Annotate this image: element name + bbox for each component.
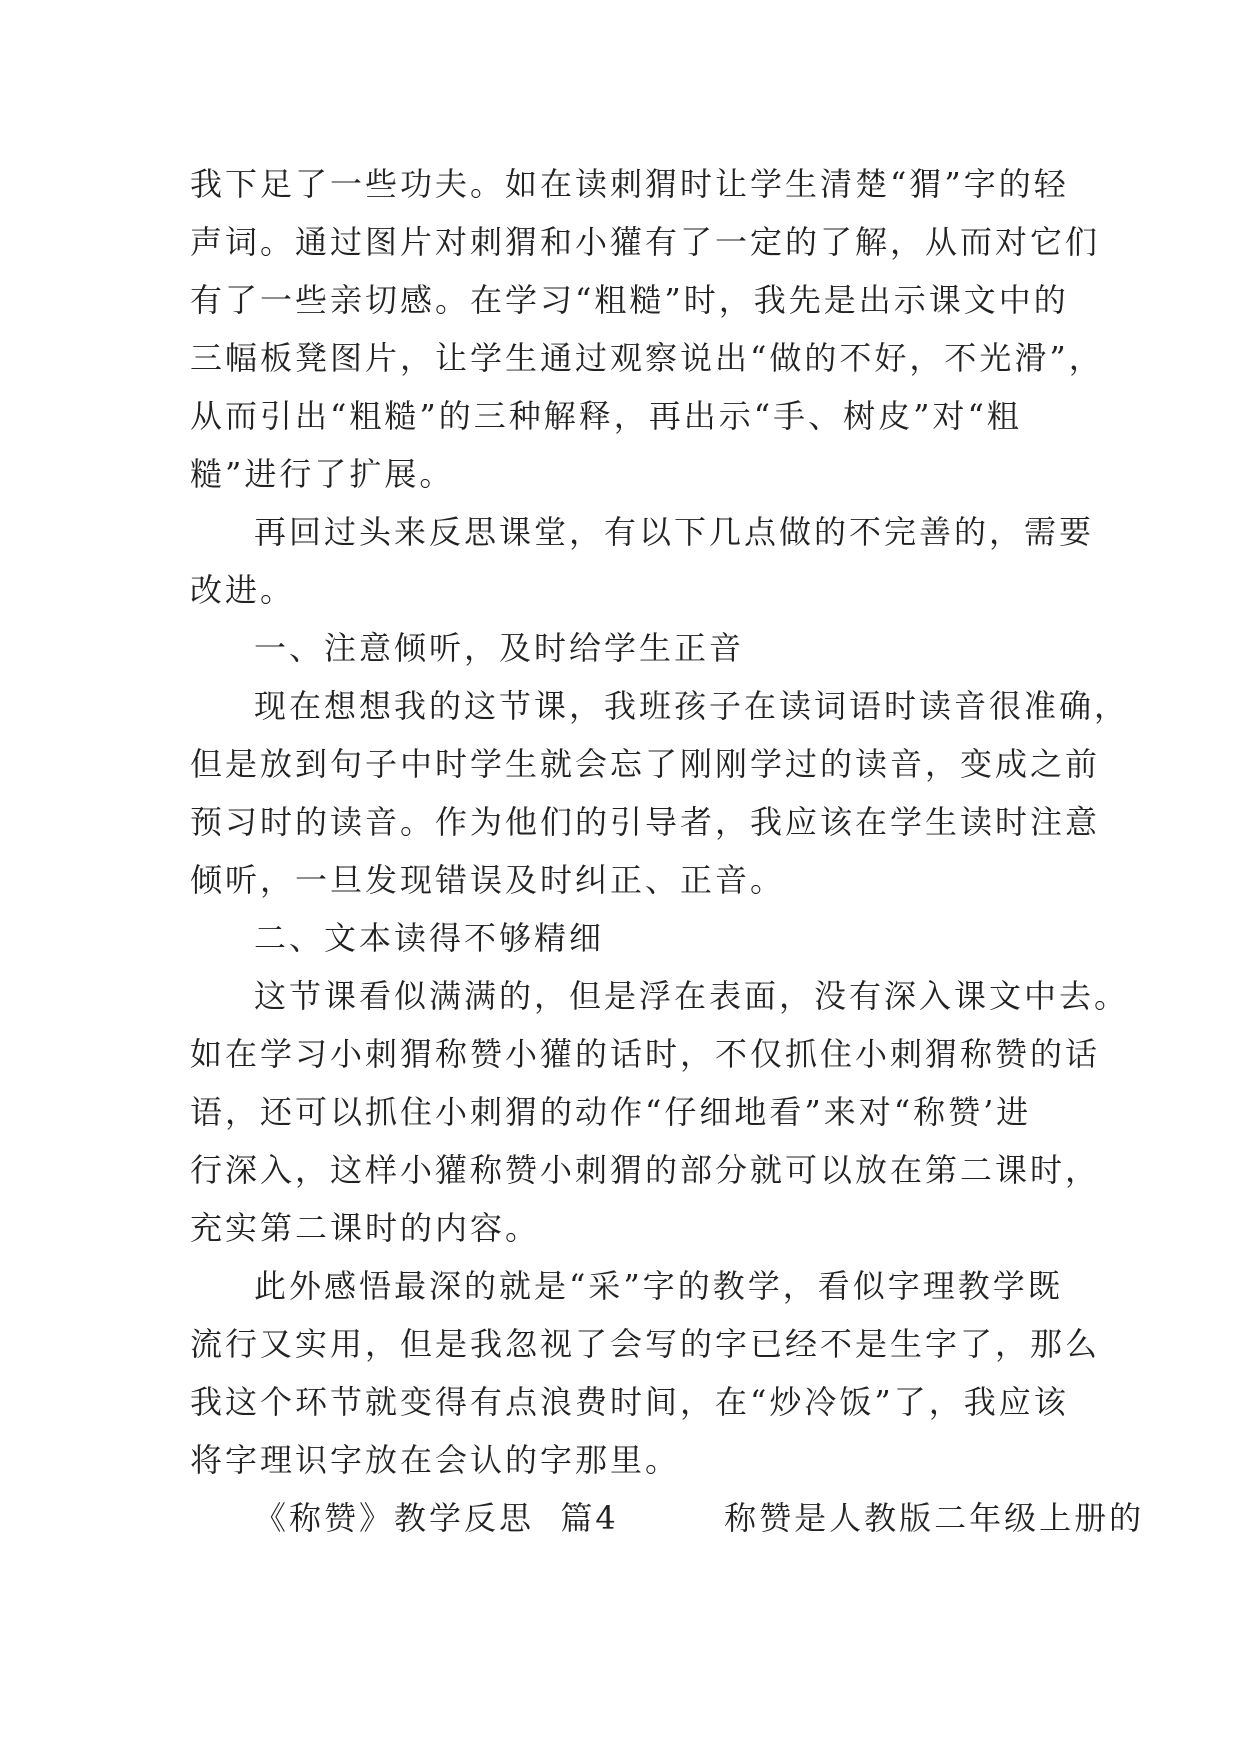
paragraph-start: 这节课看似满满的，但是浮在表面，没有深入课文中去。 bbox=[254, 977, 1130, 1015]
text-line: 糙”进行了扩展。 bbox=[190, 455, 455, 493]
text-line: 充实第二课时的内容。 bbox=[190, 1209, 541, 1247]
text-line: 行深入，这样小獾称赞小刺猬的部分就可以放在第二课时， bbox=[190, 1151, 1101, 1189]
text-line: 声词。通过图片对刺猬和小獾有了一定的了解，从而对它们 bbox=[190, 223, 1101, 261]
section-heading: 一、注意倾听，及时给学生正音 bbox=[254, 629, 745, 667]
section-heading: 二、文本读得不够精细 bbox=[254, 919, 605, 957]
text-line: 改进。 bbox=[190, 571, 296, 609]
text-line: 但是放到句子中时学生就会忘了刚刚学过的读音，变成之前 bbox=[190, 745, 1101, 783]
text-line: 如在学习小刺猬称赞小獾的话时，不仅抓住小刺猬称赞的话 bbox=[190, 1035, 1101, 1073]
text-line: 倾听，一旦发现错误及时纠正、正音。 bbox=[190, 861, 786, 899]
text-line: 从而引出“粗糙”的三种解释，再出示“手、树皮”对“粗 bbox=[190, 397, 1022, 435]
paragraph-start: 此外感悟最深的就是“采”字的教学，看似字理教学既 bbox=[254, 1267, 1063, 1305]
paragraph-start: 再回过头来反思课堂，有以下几点做的不完善的，需要 bbox=[254, 513, 1095, 551]
text-line: 三幅板凳图片，让学生通过观察说出“做的不好，不光滑”， bbox=[190, 339, 1104, 377]
text-line: 流行又实用，但是我忽视了会写的字已经不是生字了，那么 bbox=[190, 1325, 1101, 1363]
article-title-line: 《称赞》教学反思 篇4 称赞是人教版二年级上册的 bbox=[254, 1499, 1145, 1537]
text-line: 有了一些亲切感。在学习“粗糙”时，我先是出示课文中的 bbox=[190, 281, 1069, 319]
paragraph-start: 现在想想我的这节课，我班孩子在读词语时读音很准确， bbox=[254, 687, 1130, 725]
text-line: 我这个环节就变得有点浪费时间，在“炒冷饭”了，我应该 bbox=[190, 1383, 1069, 1421]
text-line: 预习时的读音。作为他们的引导者，我应该在学生读时注意 bbox=[190, 803, 1101, 841]
text-line: 语，还可以抓住小刺猬的动作“仔细地看”来对“称赞’进 bbox=[190, 1093, 1032, 1131]
text-line: 我下足了一些功夫。如在读刺猬时让学生清楚“猬”字的轻 bbox=[190, 165, 1069, 203]
text-line: 将字理识字放在会认的字那里。 bbox=[190, 1441, 681, 1479]
